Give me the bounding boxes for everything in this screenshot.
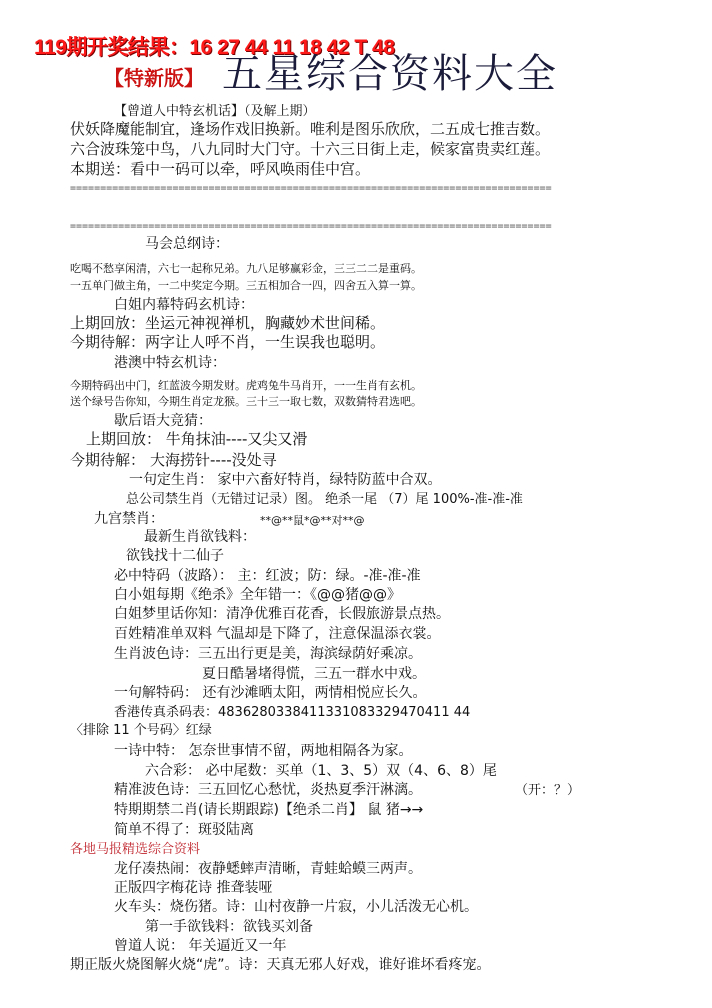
verse-line-label: 九宫禁肖： [94, 511, 164, 527]
verse-line: （开：？） [515, 783, 581, 798]
divider: ================================================================================ [70, 221, 552, 232]
verse-line: 总公司禁生肖（无错过记录）图。 绝杀一尾 （7）尾 100%-准-准-准 [126, 492, 523, 507]
verse-line: 伏妖降魔能制宜，逢场作戏旧换新。唯利是图乐欣欣，二五成七推吉数。 [70, 120, 551, 138]
verse-line: 必中特码（波路）： 主：红波；防：绿。-准-准-准 [114, 568, 421, 584]
verse-line: 夏日酷暑堵得慌，三五一群水中戏。 [202, 666, 426, 682]
verse-line: 大海捞针----没处寻 [150, 451, 277, 469]
verse-line: 本期送：看中一码可以牵，呼风唤雨佳中宫。 [70, 160, 371, 178]
section-heading: 最新生肖欲钱料： [144, 529, 256, 545]
verse-line: 六合波珠笼中鸟，八九同时大门守。十六三日街上走，候家富贵卖红莲。 [70, 140, 551, 158]
verse-line-label: 今期待解： [70, 451, 146, 469]
verse-line: 白小姐每期《绝杀》全年错一：《@@猪@@》 [114, 587, 401, 603]
verse-line: 香港传真杀码表：4836280338411331083329470411 44 [114, 705, 471, 720]
verse-line: 火车头：烧伤猪。诗：山村夜静一片寂，小儿活泼无心机。 [114, 899, 478, 915]
verse-line: 白姐梦里话你知：清净优雅百花香，长假旅游景点热。 [114, 606, 450, 622]
section-heading: 马会总纲诗： [145, 236, 229, 252]
verse-line: 一句解特码： 还有沙滩晒太阳，两情相悦应长久。 [114, 685, 427, 701]
section-heading-red: 各地马报精选综合资料 [70, 842, 201, 857]
verse-line: 一诗中特： 怎奈世事情不留，两地相隔各为家。 [114, 743, 413, 759]
section-heading: 港澳中特玄机诗： [114, 355, 226, 371]
verse-line: 正版四字梅花诗 推聋装哑 [114, 880, 273, 896]
verse-line: 精准波色诗：三五回忆心愁忧，炎热夏季汗淋漓。 [114, 782, 422, 798]
verse-line: 一五单门做主角，一二中奖定今期。三五相加合一四，四舍五入算一算。 [70, 279, 422, 292]
verse-line: 上期回放： 牛角抹油----又尖又滑 [86, 430, 308, 448]
verse-line: 龙仔凑热闹：夜静蟋蟀声清晰，青蛙蛤蟆三两声。 [114, 861, 422, 877]
verse-line: 生肖波色诗：三五出行更是美，海滨绿荫好乘凉。 [114, 646, 422, 662]
verse-line: 今期特码出中门，红蓝波今期发财。虎鸡兔牛马肖开，一一生肖有玄机。 [70, 379, 422, 392]
lottery-result-header: 119期开奖结果：16 27 44 11 18 42 T 48 [34, 36, 395, 59]
verse-line: 吃喝不愁享闲清，六七一起称兄弟。九八足够赢彩金，三三二二是重码。 [70, 262, 422, 275]
verse-line: 第一手欲钱料：欲钱买刘备 [145, 919, 313, 935]
verse-line: 六合彩： 必中尾数：买单（1、3、5）双（4、6、8）尾 [145, 763, 497, 779]
verse-line: 送个绿号告你知，今期生肖定龙猴。三十三一取七数，双数猜特君选吧。 [70, 395, 422, 408]
verse-line: 曾道人说： 年关逼近又一年 [114, 938, 287, 954]
verse-line: 期正版火烧图解火烧“虎”。诗：天真无邪人好戏，谁好谁坏看疼宠。 [70, 957, 491, 973]
verse-line: **@**鼠*@**对**@ [260, 514, 365, 527]
section-heading: 白姐内幕特码玄机诗： [114, 297, 254, 313]
divider: ================================================================================ [70, 183, 552, 194]
edition-badge: 【特新版】 [104, 66, 204, 90]
verse-line: 一句定生肖： 家中六畜好特肖，绿特防蓝中合双。 [129, 472, 442, 488]
section-heading-zeng: 【曾道人中特玄机话】（及解上期） [114, 104, 316, 119]
verse-line: 欲钱找十二仙子 [126, 548, 224, 564]
verse-line: 特期期禁二肖(请长期跟踪)【绝杀二肖】 鼠 猪→→ [114, 802, 424, 818]
page-title: 五星综合资料大全 [222, 51, 558, 97]
verse-line: 百姓精准单双料 气温却是下降了，注意保温添衣裳。 [114, 626, 441, 642]
verse-line: 简单不得了：斑驳陆离 [114, 822, 254, 838]
section-heading: 歇后语大竞猜： [114, 413, 212, 429]
verse-line: 上期回放：坐运元神视禅机，胸藏妙术世间稀。 [70, 314, 386, 332]
verse-line: 〈排除 11 个号码〉红绿 [70, 723, 212, 738]
verse-line: 今期待解：两字让人呼不肖，一生误我也聪明。 [70, 333, 386, 351]
